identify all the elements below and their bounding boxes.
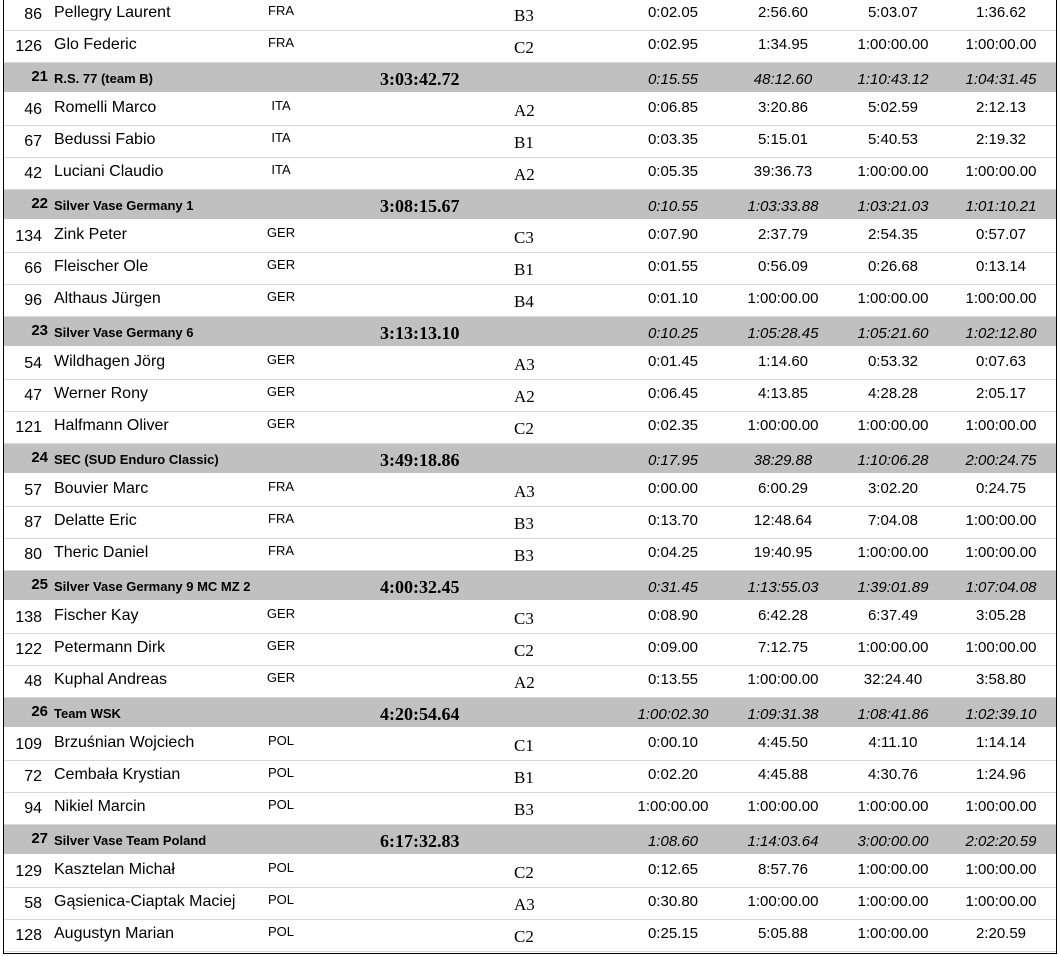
rider-time-2: 12:48.64 [753, 512, 813, 529]
rider-time-2: 8:57.76 [757, 861, 809, 878]
rider-row [4, 793, 1056, 825]
team-header-row [4, 317, 1056, 346]
rider-time-4: 0:13.14 [975, 258, 1027, 275]
rider-time-4: 1:00:00.00 [965, 290, 1037, 307]
rider-nationality: GER [266, 606, 296, 621]
rider-name: Theric Daniel [54, 544, 149, 561]
rider-time-1: 0:01.10 [647, 290, 699, 307]
team-header-row [4, 444, 1056, 473]
rider-time-2: 1:00:00.00 [747, 798, 819, 815]
rider-time-4: 2:05.17 [975, 385, 1027, 402]
rider-number: 86 [24, 6, 42, 23]
rider-class: C2 [514, 927, 534, 946]
rider-name: Gąsienica-Ciaptak Maciej [54, 893, 236, 910]
rider-class: A2 [514, 387, 535, 406]
rider-time-4: 1:00:00.00 [965, 798, 1037, 815]
team-name: Team WSK [54, 706, 121, 721]
rider-nationality: GER [266, 638, 296, 653]
rider-number: 128 [15, 927, 42, 944]
rider-nationality: GER [266, 384, 296, 399]
rider-time-3: 1:00:00.00 [857, 417, 929, 434]
rider-time-3: 1:00:00.00 [857, 290, 929, 307]
rider-class: A2 [514, 101, 535, 120]
rider-class: C3 [514, 228, 534, 247]
rider-nationality: POL [267, 733, 294, 748]
rider-time-2: 3:20.86 [757, 99, 809, 116]
rider-number: 138 [15, 609, 42, 626]
rider-class: C2 [514, 419, 534, 438]
rider-class: B1 [514, 133, 534, 152]
rider-row [4, 761, 1056, 793]
rider-row [4, 539, 1056, 571]
team-position: 22 [31, 195, 48, 212]
rider-row [4, 158, 1056, 190]
team-header-row [4, 698, 1056, 727]
rider-time-1: 0:09.00 [647, 639, 699, 656]
rider-row [4, 348, 1056, 380]
rider-time-3: 3:02.20 [867, 480, 919, 497]
rider-time-4: 0:57.07 [975, 226, 1027, 243]
rider-time-1: 0:03.35 [647, 131, 699, 148]
team-split-time-4: 2:02:20.59 [965, 833, 1037, 850]
team-split-time-3: 1:39:01.89 [857, 579, 929, 596]
team-header-row [4, 190, 1056, 219]
rider-time-2: 19:40.95 [753, 544, 813, 561]
rider-time-3: 1:00:00.00 [857, 893, 929, 910]
rider-time-4: 1:24.96 [975, 766, 1027, 783]
rider-row [4, 221, 1056, 253]
team-name: Silver Vase Germany 6 [54, 325, 194, 340]
rider-time-2: 4:13.85 [757, 385, 809, 402]
team-split-time-1: 0:31.45 [647, 579, 699, 596]
rider-time-1: 0:02.20 [647, 766, 699, 783]
team-position: 23 [31, 322, 48, 339]
rider-row [4, 412, 1056, 444]
rider-number: 134 [15, 228, 42, 245]
rider-number: 129 [15, 863, 42, 880]
team-split-time-4: 2:00:24.75 [965, 452, 1037, 469]
rider-time-2: 6:42.28 [757, 607, 809, 624]
rider-time-3: 4:30.76 [867, 766, 919, 783]
team-split-time-4: 1:04:31.45 [965, 71, 1037, 88]
rider-nationality: POL [267, 797, 294, 812]
rider-name: Bedussi Fabio [54, 131, 156, 148]
rider-number: 96 [24, 292, 42, 309]
rider-nationality: ITA [271, 98, 291, 113]
rider-number: 80 [24, 546, 42, 563]
team-split-time-4: 1:02:12.80 [965, 325, 1037, 342]
rider-time-1: 0:02.05 [647, 4, 699, 21]
rider-time-4: 3:05.28 [975, 607, 1027, 624]
rider-name: Augustyn Marian [54, 925, 175, 942]
rider-nationality: FRA [268, 35, 294, 50]
rider-row [4, 0, 1056, 31]
rider-class: C2 [514, 38, 534, 57]
team-split-time-2: 1:14:03.64 [747, 833, 819, 850]
rider-time-1: 0:02.35 [647, 417, 699, 434]
rider-class: B3 [514, 514, 534, 533]
rider-row [4, 94, 1056, 126]
team-split-time-1: 0:17.95 [647, 452, 699, 469]
rider-time-4: 1:00:00.00 [965, 861, 1037, 878]
rider-number: 72 [24, 768, 42, 785]
rider-time-4: 2:20.59 [975, 925, 1027, 942]
team-name: SEC (SUD Enduro Classic) [54, 452, 219, 467]
rider-time-4: 1:00:00.00 [965, 417, 1037, 434]
rider-class: A3 [514, 355, 535, 374]
rider-number: 121 [15, 419, 42, 436]
team-split-time-3: 1:10:06.28 [857, 452, 929, 469]
rider-time-2: 6:00.29 [757, 480, 809, 497]
rider-row [4, 380, 1056, 412]
rider-time-3: 1:00:00.00 [857, 639, 929, 656]
team-name: R.S. 77 (team B) [54, 71, 153, 86]
rider-time-3: 6:37.49 [867, 607, 919, 624]
rider-class: A3 [514, 482, 535, 501]
rider-row [4, 920, 1056, 952]
rider-row [4, 634, 1056, 666]
rider-time-2: 5:05.88 [757, 925, 809, 942]
team-header-row [4, 571, 1056, 600]
team-total-time: 3:08:15.67 [380, 196, 460, 216]
rider-number: 67 [24, 133, 42, 150]
team-split-time-1: 1:00:02.30 [637, 706, 709, 723]
rider-time-4: 1:36.62 [975, 4, 1027, 21]
rider-nationality: POL [267, 860, 294, 875]
rider-time-1: 0:05.35 [647, 163, 699, 180]
rider-number: 42 [24, 165, 42, 182]
rider-name: Wildhagen Jörg [54, 353, 166, 370]
rider-time-4: 1:00:00.00 [965, 893, 1037, 910]
rider-row [4, 666, 1056, 698]
rider-row [4, 729, 1056, 761]
rider-number: 87 [24, 514, 42, 531]
team-split-time-2: 1:03:33.88 [747, 198, 819, 215]
team-position: 21 [31, 68, 48, 85]
rider-number: 57 [24, 482, 42, 499]
rider-time-3: 0:26.68 [867, 258, 919, 275]
rider-row [4, 888, 1056, 920]
rider-row [4, 475, 1056, 507]
rider-time-4: 0:07.63 [975, 353, 1027, 370]
rider-nationality: FRA [268, 543, 294, 558]
team-split-time-2: 1:13:55.03 [747, 579, 819, 596]
rider-name: Cembała Krystian [54, 766, 181, 783]
team-header-row [4, 825, 1056, 854]
rider-name: Kasztelan Michał [54, 861, 175, 878]
rider-time-2: 2:37.79 [757, 226, 809, 243]
team-split-time-2: 1:09:31.38 [747, 706, 819, 723]
team-split-time-1: 0:10.25 [647, 325, 699, 342]
rider-class: B4 [514, 292, 534, 311]
rider-row [4, 856, 1056, 888]
rider-time-1: 0:00.10 [647, 734, 699, 751]
rider-time-2: 7:12.75 [757, 639, 809, 656]
rider-name: Romelli Marco [54, 99, 157, 116]
team-split-time-3: 1:08:41.86 [857, 706, 929, 723]
rider-nationality: GER [266, 670, 296, 685]
rider-nationality: GER [266, 352, 296, 367]
rider-time-1: 0:02.95 [647, 36, 699, 53]
rider-time-3: 7:04.08 [867, 512, 919, 529]
team-split-time-3: 1:05:21.60 [857, 325, 929, 342]
team-split-time-3: 3:00:00.00 [857, 833, 929, 850]
rider-time-3: 4:11.10 [868, 734, 918, 751]
team-split-time-3: 1:03:21.03 [857, 198, 929, 215]
team-split-time-2: 38:29.88 [753, 452, 813, 469]
rider-name: Fleischer Ole [54, 258, 149, 275]
rider-row [4, 253, 1056, 285]
rider-name: Luciani Claudio [54, 163, 164, 180]
rider-name: Fischer Kay [54, 607, 139, 624]
rider-time-4: 1:14.14 [975, 734, 1027, 751]
rider-time-3: 0:53.32 [867, 353, 919, 370]
rider-time-3: 1:00:00.00 [857, 36, 929, 53]
rider-nationality: FRA [268, 479, 294, 494]
rider-time-3: 2:54.35 [867, 226, 919, 243]
rider-time-4: 1:00:00.00 [965, 36, 1037, 53]
rider-time-1: 0:06.85 [647, 99, 699, 116]
rider-class: B1 [514, 260, 534, 279]
rider-number: 54 [24, 355, 42, 372]
team-split-time-4: 1:02:39.10 [965, 706, 1037, 723]
rider-time-1: 0:13.70 [647, 512, 699, 529]
team-total-time: 3:13:13.10 [380, 323, 460, 343]
team-total-time: 4:00:32.45 [380, 577, 460, 597]
rider-time-4: 1:00:00.00 [965, 512, 1037, 529]
rider-time-3: 1:00:00.00 [857, 861, 929, 878]
rider-name: Werner Rony [54, 385, 148, 402]
team-split-time-4: 1:01:10.21 [965, 198, 1037, 215]
rider-name: Glo Federic [54, 36, 137, 53]
rider-time-3: 32:24.40 [863, 671, 923, 688]
rider-name: Nikiel Marcin [54, 798, 146, 815]
rider-class: A2 [514, 673, 535, 692]
rider-nationality: POL [267, 892, 294, 907]
rider-number: 66 [24, 260, 42, 277]
team-total-time: 6:17:32.83 [380, 831, 460, 851]
rider-time-4: 1:00:00.00 [965, 639, 1037, 656]
rider-class: C2 [514, 863, 534, 882]
rider-time-3: 1:00:00.00 [857, 163, 929, 180]
rider-number: 47 [24, 387, 42, 404]
rider-name: Halfmann Oliver [54, 417, 169, 434]
rider-class: B3 [514, 546, 534, 565]
rider-time-1: 0:06.45 [647, 385, 699, 402]
rider-class: C1 [514, 736, 534, 755]
team-total-time: 4:20:54.64 [380, 704, 460, 724]
team-split-time-1: 0:10.55 [647, 198, 699, 215]
rider-time-2: 1:00:00.00 [747, 671, 819, 688]
rider-number: 94 [24, 800, 42, 817]
team-split-time-1: 0:15.55 [647, 71, 699, 88]
rider-time-2: 4:45.88 [757, 766, 809, 783]
team-header-row [4, 63, 1056, 92]
rider-nationality: GER [266, 257, 296, 272]
rider-number: 48 [24, 673, 42, 690]
team-total-time: 3:49:18.86 [380, 450, 460, 470]
rider-time-3: 5:40.53 [867, 131, 919, 148]
rider-nationality: ITA [271, 162, 291, 177]
rider-time-1: 0:30.80 [647, 893, 699, 910]
rider-number: 46 [24, 101, 42, 118]
rider-nationality: FRA [268, 3, 294, 18]
team-name: Silver Vase Team Poland [54, 833, 207, 848]
rider-time-4: 3:58.80 [975, 671, 1027, 688]
rider-row [4, 507, 1056, 539]
rider-time-2: 1:14.60 [757, 353, 809, 370]
rider-time-2: 5:15.01 [757, 131, 809, 148]
rider-nationality: ITA [271, 130, 291, 145]
rider-class: C2 [514, 641, 534, 660]
rider-time-1: 0:13.55 [647, 671, 699, 688]
rider-time-1: 1:00:00.00 [637, 798, 709, 815]
rider-class: B1 [514, 768, 534, 787]
rider-time-4: 1:00:00.00 [965, 544, 1037, 561]
rider-time-2: 2:56.60 [757, 4, 809, 21]
rider-name: Zink Peter [54, 226, 127, 243]
team-split-time-1: 1:08.60 [647, 833, 699, 850]
rider-nationality: GER [266, 416, 296, 431]
team-name: Silver Vase Germany 1 [54, 198, 194, 213]
team-position: 25 [31, 576, 48, 593]
team-position: 24 [31, 449, 48, 466]
rider-time-2: 0:56.09 [757, 258, 809, 275]
rider-time-1: 0:00.00 [647, 480, 699, 497]
rider-number: 126 [15, 38, 42, 55]
rider-time-2: 39:36.73 [753, 163, 813, 180]
rider-time-3: 1:00:00.00 [857, 544, 929, 561]
team-split-time-3: 1:10:43.12 [857, 71, 929, 88]
rider-nationality: POL [267, 924, 294, 939]
rider-name: Kuphal Andreas [54, 671, 167, 688]
rider-class: B3 [514, 800, 534, 819]
rider-time-1: 0:12.65 [647, 861, 699, 878]
rider-time-2: 1:00:00.00 [747, 290, 819, 307]
rider-name: Brzuśnian Wojciech [54, 734, 195, 751]
team-total-time: 3:03:42.72 [380, 69, 460, 89]
rider-name: Pellegry Laurent [54, 4, 171, 21]
rider-time-1: 0:25.15 [647, 925, 699, 942]
rider-time-3: 5:03.07 [867, 4, 919, 21]
team-position: 26 [31, 703, 48, 720]
rider-time-3: 1:00:00.00 [857, 798, 929, 815]
rider-nationality: FRA [268, 511, 294, 526]
rider-time-3: 5:02.59 [867, 99, 919, 116]
rider-time-2: 1:00:00.00 [747, 417, 819, 434]
rider-name: Althaus Jürgen [54, 290, 161, 307]
rider-time-1: 0:07.90 [647, 226, 699, 243]
rider-time-1: 0:08.90 [647, 607, 699, 624]
rider-time-1: 0:04.25 [647, 544, 699, 561]
rider-time-4: 0:24.75 [975, 480, 1027, 497]
rider-row [4, 31, 1056, 63]
team-split-time-2: 1:05:28.45 [747, 325, 819, 342]
rider-nationality: GER [266, 225, 296, 240]
team-split-time-4: 1:07:04.08 [965, 579, 1037, 596]
rider-time-2: 1:00:00.00 [747, 893, 819, 910]
rider-class: C3 [514, 609, 534, 628]
rider-number: 109 [15, 736, 42, 753]
rider-name: Delatte Eric [54, 512, 137, 529]
team-name: Silver Vase Germany 9 MC MZ 2 [54, 579, 251, 594]
rider-name: Bouvier Marc [54, 480, 149, 497]
rider-name: Petermann Dirk [54, 639, 166, 656]
rider-time-4: 2:19.32 [975, 131, 1027, 148]
rider-time-2: 1:34.95 [757, 36, 809, 53]
rider-class: A3 [514, 895, 535, 914]
rider-nationality: POL [267, 765, 294, 780]
rider-number: 122 [15, 641, 42, 658]
rider-row [4, 285, 1056, 317]
team-position: 27 [31, 830, 48, 847]
rider-row [4, 126, 1056, 158]
rider-time-2: 4:45.50 [757, 734, 809, 751]
team-split-time-2: 48:12.60 [753, 71, 813, 88]
rider-time-1: 0:01.45 [647, 353, 699, 370]
rider-time-4: 1:00:00.00 [965, 163, 1037, 180]
rider-class: B3 [514, 6, 534, 25]
results-table [3, 0, 1057, 954]
rider-time-3: 4:28.28 [867, 385, 919, 402]
rider-time-1: 0:01.55 [647, 258, 699, 275]
rider-nationality: GER [266, 289, 296, 304]
rider-time-4: 2:12.13 [975, 99, 1027, 116]
rider-number: 58 [24, 895, 42, 912]
rider-row [4, 602, 1056, 634]
rider-class: A2 [514, 165, 535, 184]
rider-time-3: 1:00:00.00 [857, 925, 929, 942]
